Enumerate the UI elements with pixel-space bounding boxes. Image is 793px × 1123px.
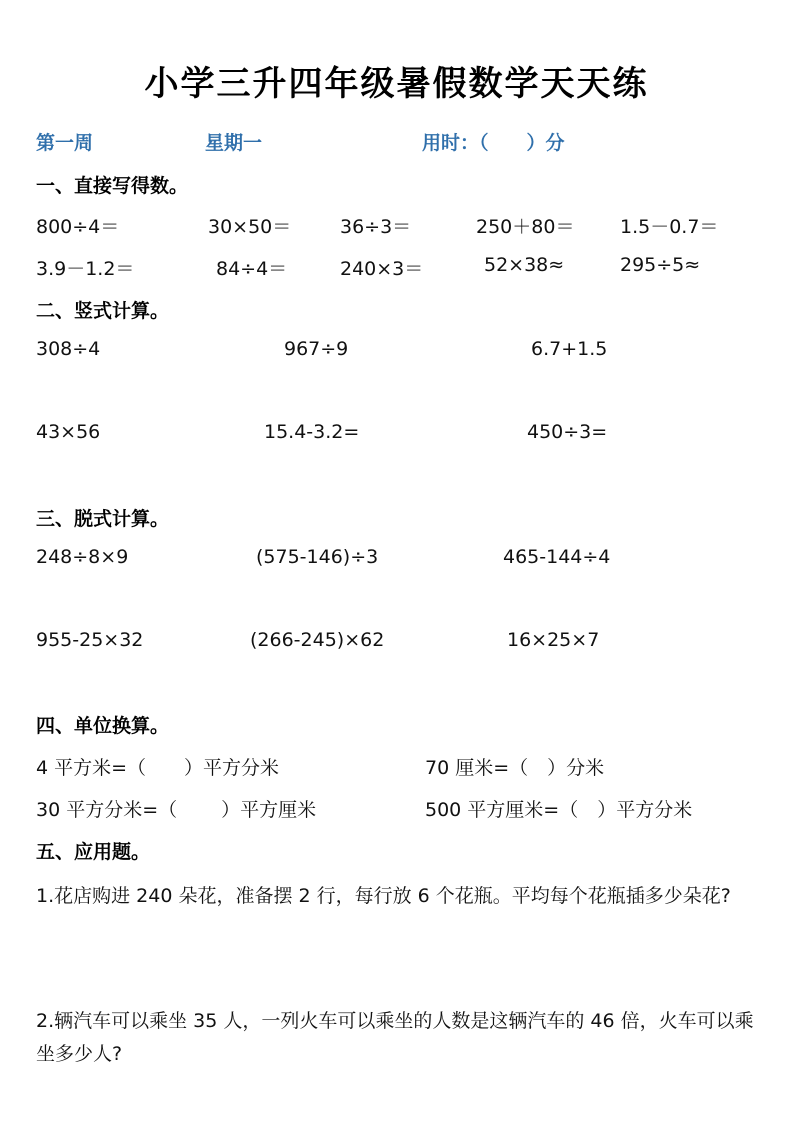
arithmetic-item: 3.9－1.2＝ xyxy=(36,258,135,280)
arithmetic-item: 36÷3＝ xyxy=(340,216,412,238)
arithmetic-item: 240×3＝ xyxy=(340,258,424,280)
arithmetic-item: 84÷4＝ xyxy=(216,258,288,280)
mixed-calc-item: 16×25×7 xyxy=(507,629,600,651)
mixed-calc-item: 248÷8×9 xyxy=(36,546,129,568)
unit-conversion-item: 30 平方分米=（ ）平方厘米 xyxy=(36,799,317,821)
section-heading: 一、直接写得数。 xyxy=(36,175,189,197)
mixed-calc-item: 955-25×32 xyxy=(36,629,144,651)
word-problem-1: 1.花店购进 240 朵花，准备摆 2 行，每行放 6 个花瓶。平均每个花瓶插多少朵花? xyxy=(36,885,731,907)
mixed-calc-item: (575-146)÷3 xyxy=(256,546,379,568)
unit-conversion-item: 70 厘米=（ ）分米 xyxy=(425,757,605,779)
arithmetic-item: 250＋80＝ xyxy=(476,216,575,238)
arithmetic-item: 52×38≈ xyxy=(484,254,565,276)
week-label: 第一周 xyxy=(36,132,94,154)
unit-conversion-item: 4 平方米=（ ）平方分米 xyxy=(36,757,280,779)
section-heading: 四、单位换算。 xyxy=(36,715,170,737)
arithmetic-item: 1.5－0.7＝ xyxy=(620,216,719,238)
time-label: 用时：（ ）分 xyxy=(422,132,565,154)
section-heading: 二、竖式计算。 xyxy=(36,300,170,322)
unit-conversion-item: 500 平方厘米=（ ）平方分米 xyxy=(425,799,693,821)
arithmetic-item: 295÷5≈ xyxy=(620,254,701,276)
section-heading: 三、脱式计算。 xyxy=(36,508,170,530)
vertical-calc-item: 967÷9 xyxy=(284,338,349,360)
vertical-calc-item: 308÷4 xyxy=(36,338,101,360)
vertical-calc-item: 15.4-3.2= xyxy=(264,421,360,443)
word-problem-2: 2.辆汽车可以乘坐 35 人，一列火车可以乘坐的人数是这辆汽车的 46 倍，火车可以乘坐多少人? xyxy=(36,1010,754,1065)
day-label: 星期一 xyxy=(205,132,263,154)
arithmetic-item: 800÷4＝ xyxy=(36,216,120,238)
vertical-calc-item: 43×56 xyxy=(36,421,101,443)
section-heading: 五、应用题。 xyxy=(36,841,151,863)
vertical-calc-item: 6.7+1.5 xyxy=(531,338,608,360)
mixed-calc-item: 465-144÷4 xyxy=(503,546,611,568)
page-title: 小学三升四年级暑假数学天天练 xyxy=(144,64,649,104)
mixed-calc-item: (266-245)×62 xyxy=(250,629,385,651)
vertical-calc-item: 450÷3= xyxy=(527,421,608,443)
arithmetic-item: 30×50＝ xyxy=(208,216,292,238)
